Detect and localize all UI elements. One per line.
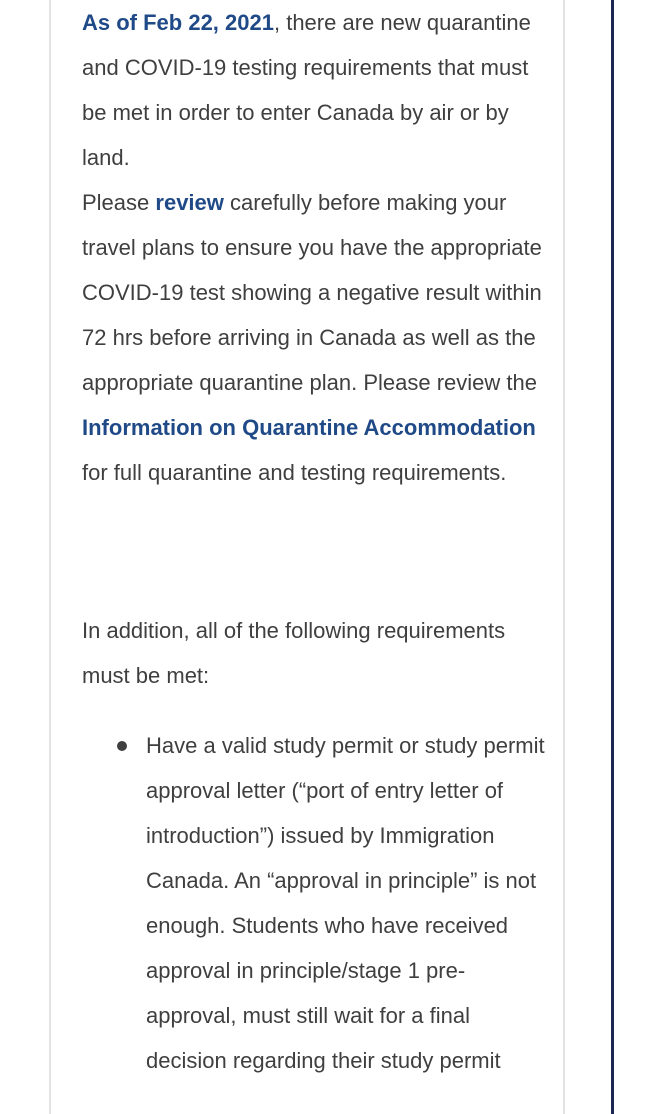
please-text: Please (82, 190, 156, 215)
content-left-border (49, 0, 51, 1114)
page-edge-bar (611, 0, 614, 1114)
requirement-text: Have a valid study permit or study permit approval letter (“port of entry letter of introduction”) issued by Immigration Canada. An “approval in principle” is not enough. Students who have received approval in principle/stage 1 pre-approval, must still wait for a final decision regarding their study permit (146, 733, 545, 1073)
intro-paragraph (82, 0, 542, 495)
review-link[interactable]: review (155, 190, 224, 215)
content-right-border (563, 0, 565, 1114)
list-item (146, 723, 546, 1083)
effective-date: As of Feb 22, 2021 (82, 10, 274, 35)
review-text: carefully before making your travel plans to ensure you have the appropriate COVID-19 test showing a negative result within 72 hrs before arriving in Canada as well as the appropriate quarantine plan. Please review the (82, 190, 542, 395)
intro-text: , there are new quarantine and COVID-19 testing requirements that must be met in order to enter Canada by air or by land. (82, 10, 531, 170)
addition-paragraph: In addition, all of the following requirements must be met: (82, 618, 506, 688)
closing-text: for full quarantine and testing requirements. (82, 460, 507, 485)
requirements-list (146, 723, 546, 1083)
bullet-icon (117, 741, 127, 751)
quarantine-info-link[interactable]: Information on Quarantine Accommodation (82, 415, 536, 440)
